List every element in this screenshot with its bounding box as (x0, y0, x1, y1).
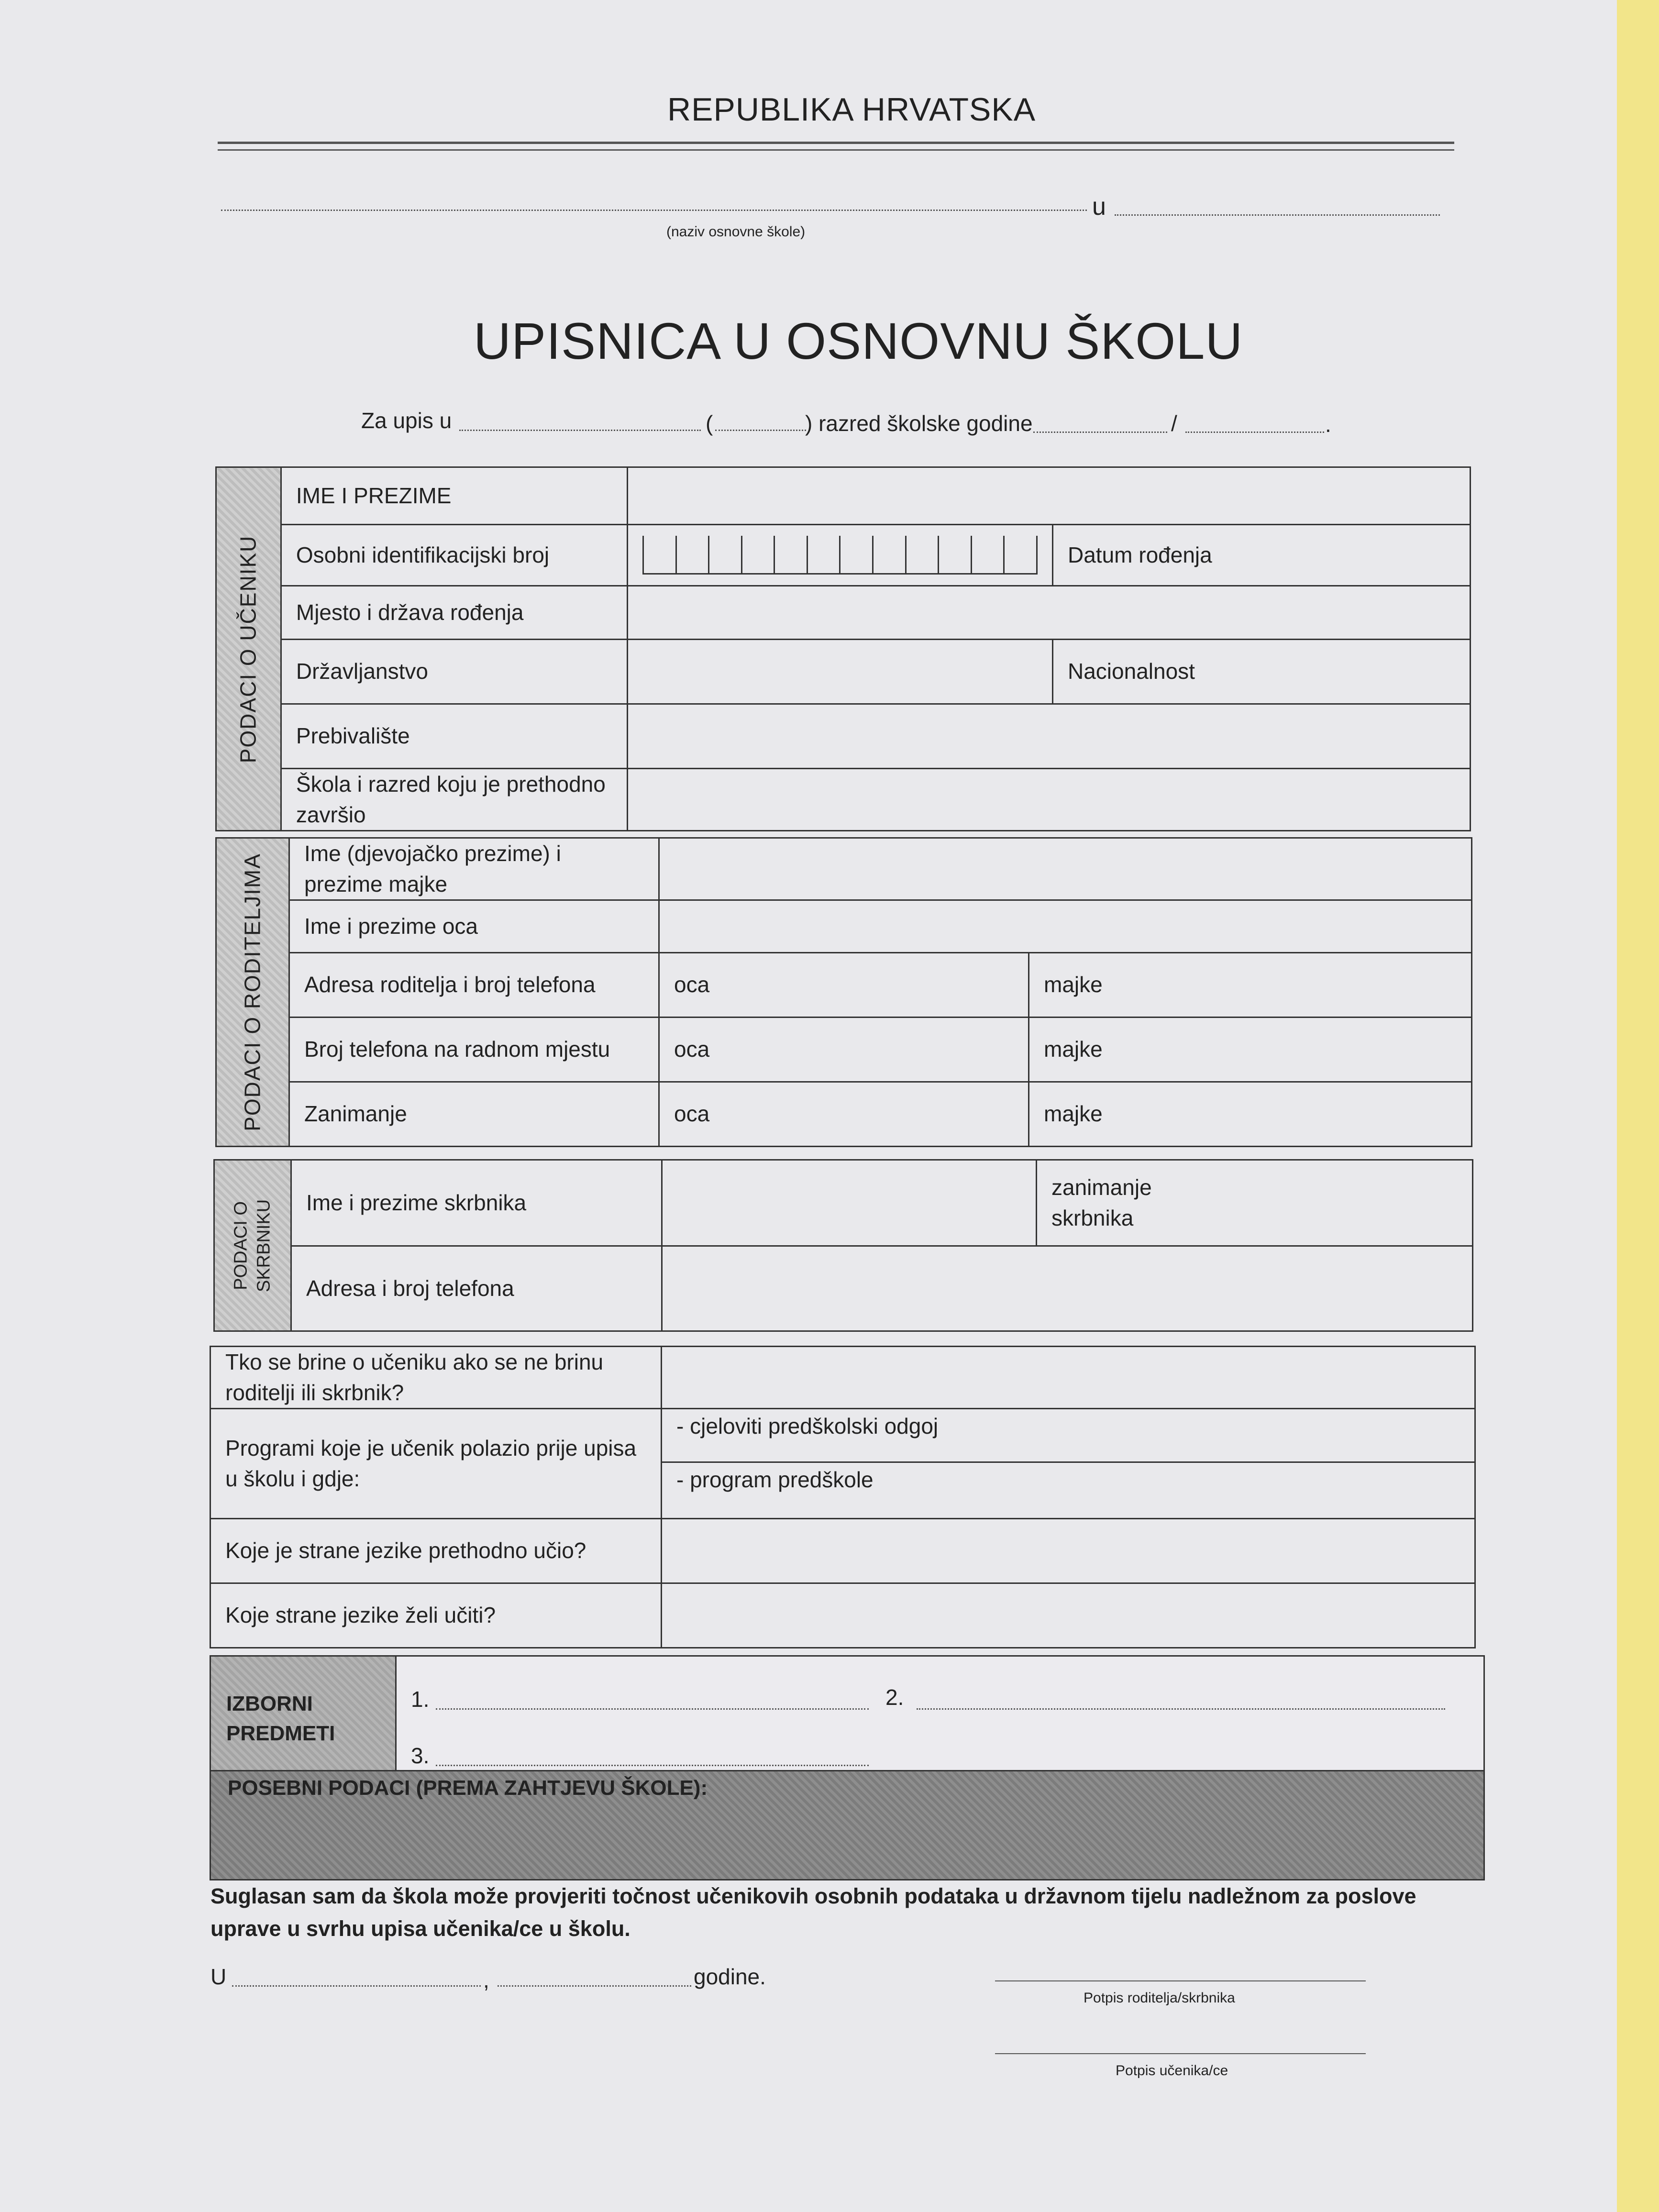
nationality-label: Nacionalnost (1053, 640, 1471, 704)
date-field[interactable] (498, 1985, 691, 1987)
father-occupation-input[interactable]: oca (659, 1082, 1029, 1147)
student-name-input[interactable] (628, 467, 1471, 525)
program-preschool-short[interactable]: - program predškole (662, 1462, 1475, 1519)
program-preschool-full[interactable]: - cjeloviti predškolski odgoj (662, 1409, 1475, 1462)
enroll-prefix: Za upis u (361, 408, 452, 433)
programs-question: Programi koje je učenik polazio prije upisa u školu i gdje: (210, 1409, 662, 1519)
elective-3-label: 3. (411, 1743, 430, 1768)
mother-address-input[interactable]: majke (1029, 953, 1472, 1018)
guardian-side-line1: PODACI O (231, 1201, 251, 1290)
parents-section-side: PODACI O RODITELJIMA (216, 838, 289, 1147)
enroll-year-to-field[interactable] (1185, 431, 1324, 433)
parent-signature-caption: Potpis roditelja/skrbnika (1084, 1990, 1235, 2006)
place-comma: , (483, 1968, 489, 1992)
student-row-previous-school: Škola i razred koju je prethodno završio (281, 769, 627, 831)
birth-date-label: Datum rođenja (1053, 525, 1471, 586)
oib-input[interactable] (628, 525, 1053, 586)
oib-digit-boxes[interactable] (642, 536, 1038, 575)
parents-row-mother-name: Ime (djevojačko prezime) i prezime majke (289, 838, 659, 900)
student-row-birthplace: Mjesto i država rođenja (281, 586, 627, 640)
father-name-input[interactable] (659, 900, 1472, 953)
student-signature-caption: Potpis učenika/ce (1116, 2063, 1228, 2079)
languages-wanted-input[interactable] (662, 1583, 1475, 1648)
electives-label: IZBORNI PREDMETI (226, 1692, 335, 1745)
parents-row-occupation: Zanimanje (289, 1082, 659, 1147)
birthplace-input[interactable] (628, 586, 1471, 640)
consent-text: Suglasan sam da škola može provjeriti točnost učenikovih osobnih podataka u državnom tijelu nadležnom za poslove uprave u svrhu upisa učenika/ce u školu. (210, 1884, 1416, 1941)
enroll-end: . (1325, 412, 1331, 437)
student-signature-line[interactable] (995, 2053, 1366, 2054)
school-place-field[interactable] (1115, 214, 1440, 216)
enroll-slash: / (1171, 411, 1177, 436)
languages-previous-question: Koje je strane jezike prethodno učio? (210, 1519, 662, 1583)
parents-table (215, 837, 1472, 1147)
guardian-row-address: Adresa i broj telefona (291, 1246, 662, 1331)
enroll-year-from-field[interactable] (1033, 431, 1167, 433)
elective-3-field[interactable] (436, 1765, 869, 1766)
electives-block (210, 1655, 1485, 1773)
enroll-mid: ) razred školske godine (805, 411, 1033, 436)
student-row-name: IME I PREZIME (281, 467, 627, 525)
student-table (215, 466, 1471, 831)
guardian-table (213, 1159, 1473, 1332)
enroll-grade-number-field[interactable] (715, 430, 806, 431)
form-title: UPISNICA U OSNOVNU ŠKOLU (474, 312, 1243, 370)
place-u-label: U (210, 1964, 227, 1989)
elective-2-field[interactable] (917, 1708, 1445, 1710)
care-input[interactable] (662, 1347, 1475, 1409)
parent-signature-line[interactable] (995, 1980, 1366, 1981)
student-row-residence: Prebivalište (281, 704, 627, 769)
school-caption: (naziv osnovne škole) (666, 224, 806, 240)
heading-rule-2 (218, 149, 1454, 151)
heading-rule (218, 142, 1454, 144)
citizenship-input[interactable] (628, 640, 1053, 704)
mother-work-phone-input[interactable]: majke (1029, 1018, 1472, 1082)
guardian-occupation-label: zanimanje skrbnika (1037, 1160, 1473, 1246)
enroll-paren: ( (706, 411, 713, 436)
student-row-oib: Osobni identifikacijski broj (281, 525, 627, 586)
guardian-address-input[interactable] (662, 1246, 1473, 1331)
residence-input[interactable] (628, 704, 1471, 769)
student-section-side: PODACI O UČENIKU (216, 467, 281, 831)
languages-wanted-question: Koje strane jezike želi učiti? (210, 1583, 662, 1648)
special-data-label: POSEBNI PODACI (PREMA ZAHTJEVU ŠKOLE): (228, 1776, 708, 1800)
enroll-grade-words-field[interactable] (459, 430, 701, 431)
guardian-section-side (214, 1160, 291, 1331)
country-heading: REPUBLIKA HRVATSKA (667, 91, 1036, 128)
parents-row-address: Adresa roditelja i broj telefona (289, 953, 659, 1018)
mother-occupation-input[interactable]: majke (1029, 1082, 1472, 1147)
special-data-block[interactable] (210, 1770, 1485, 1880)
elective-2-label: 2. (885, 1685, 904, 1710)
father-work-phone-input[interactable]: oca (659, 1018, 1029, 1082)
parents-row-work-phone: Broj telefona na radnom mjestu (289, 1018, 659, 1082)
student-row-citizenship: Državljanstvo (281, 640, 627, 704)
languages-previous-input[interactable] (662, 1519, 1475, 1583)
electives-label-cell (211, 1657, 397, 1771)
guardian-name-input[interactable] (662, 1160, 1037, 1246)
care-question: Tko se brine o učeniku ako se ne brinu roditelji ili skrbnik? (210, 1347, 662, 1409)
guardian-side-line2: SKRBNIKU (254, 1199, 274, 1292)
mother-name-input[interactable] (659, 838, 1472, 900)
elective-1-label: 1. (411, 1687, 430, 1712)
parents-row-father-name: Ime i prezime oca (289, 900, 659, 953)
godine-label: godine. (694, 1964, 766, 1989)
elective-1-field[interactable] (436, 1708, 869, 1710)
school-u-label: u (1092, 193, 1106, 221)
other-table (210, 1346, 1476, 1648)
place-field[interactable] (232, 1985, 481, 1987)
father-address-input[interactable]: oca (659, 953, 1029, 1018)
school-name-field[interactable] (221, 210, 1087, 211)
previous-school-input[interactable] (628, 769, 1471, 831)
guardian-row-name: Ime i prezime skrbnika (291, 1160, 662, 1246)
